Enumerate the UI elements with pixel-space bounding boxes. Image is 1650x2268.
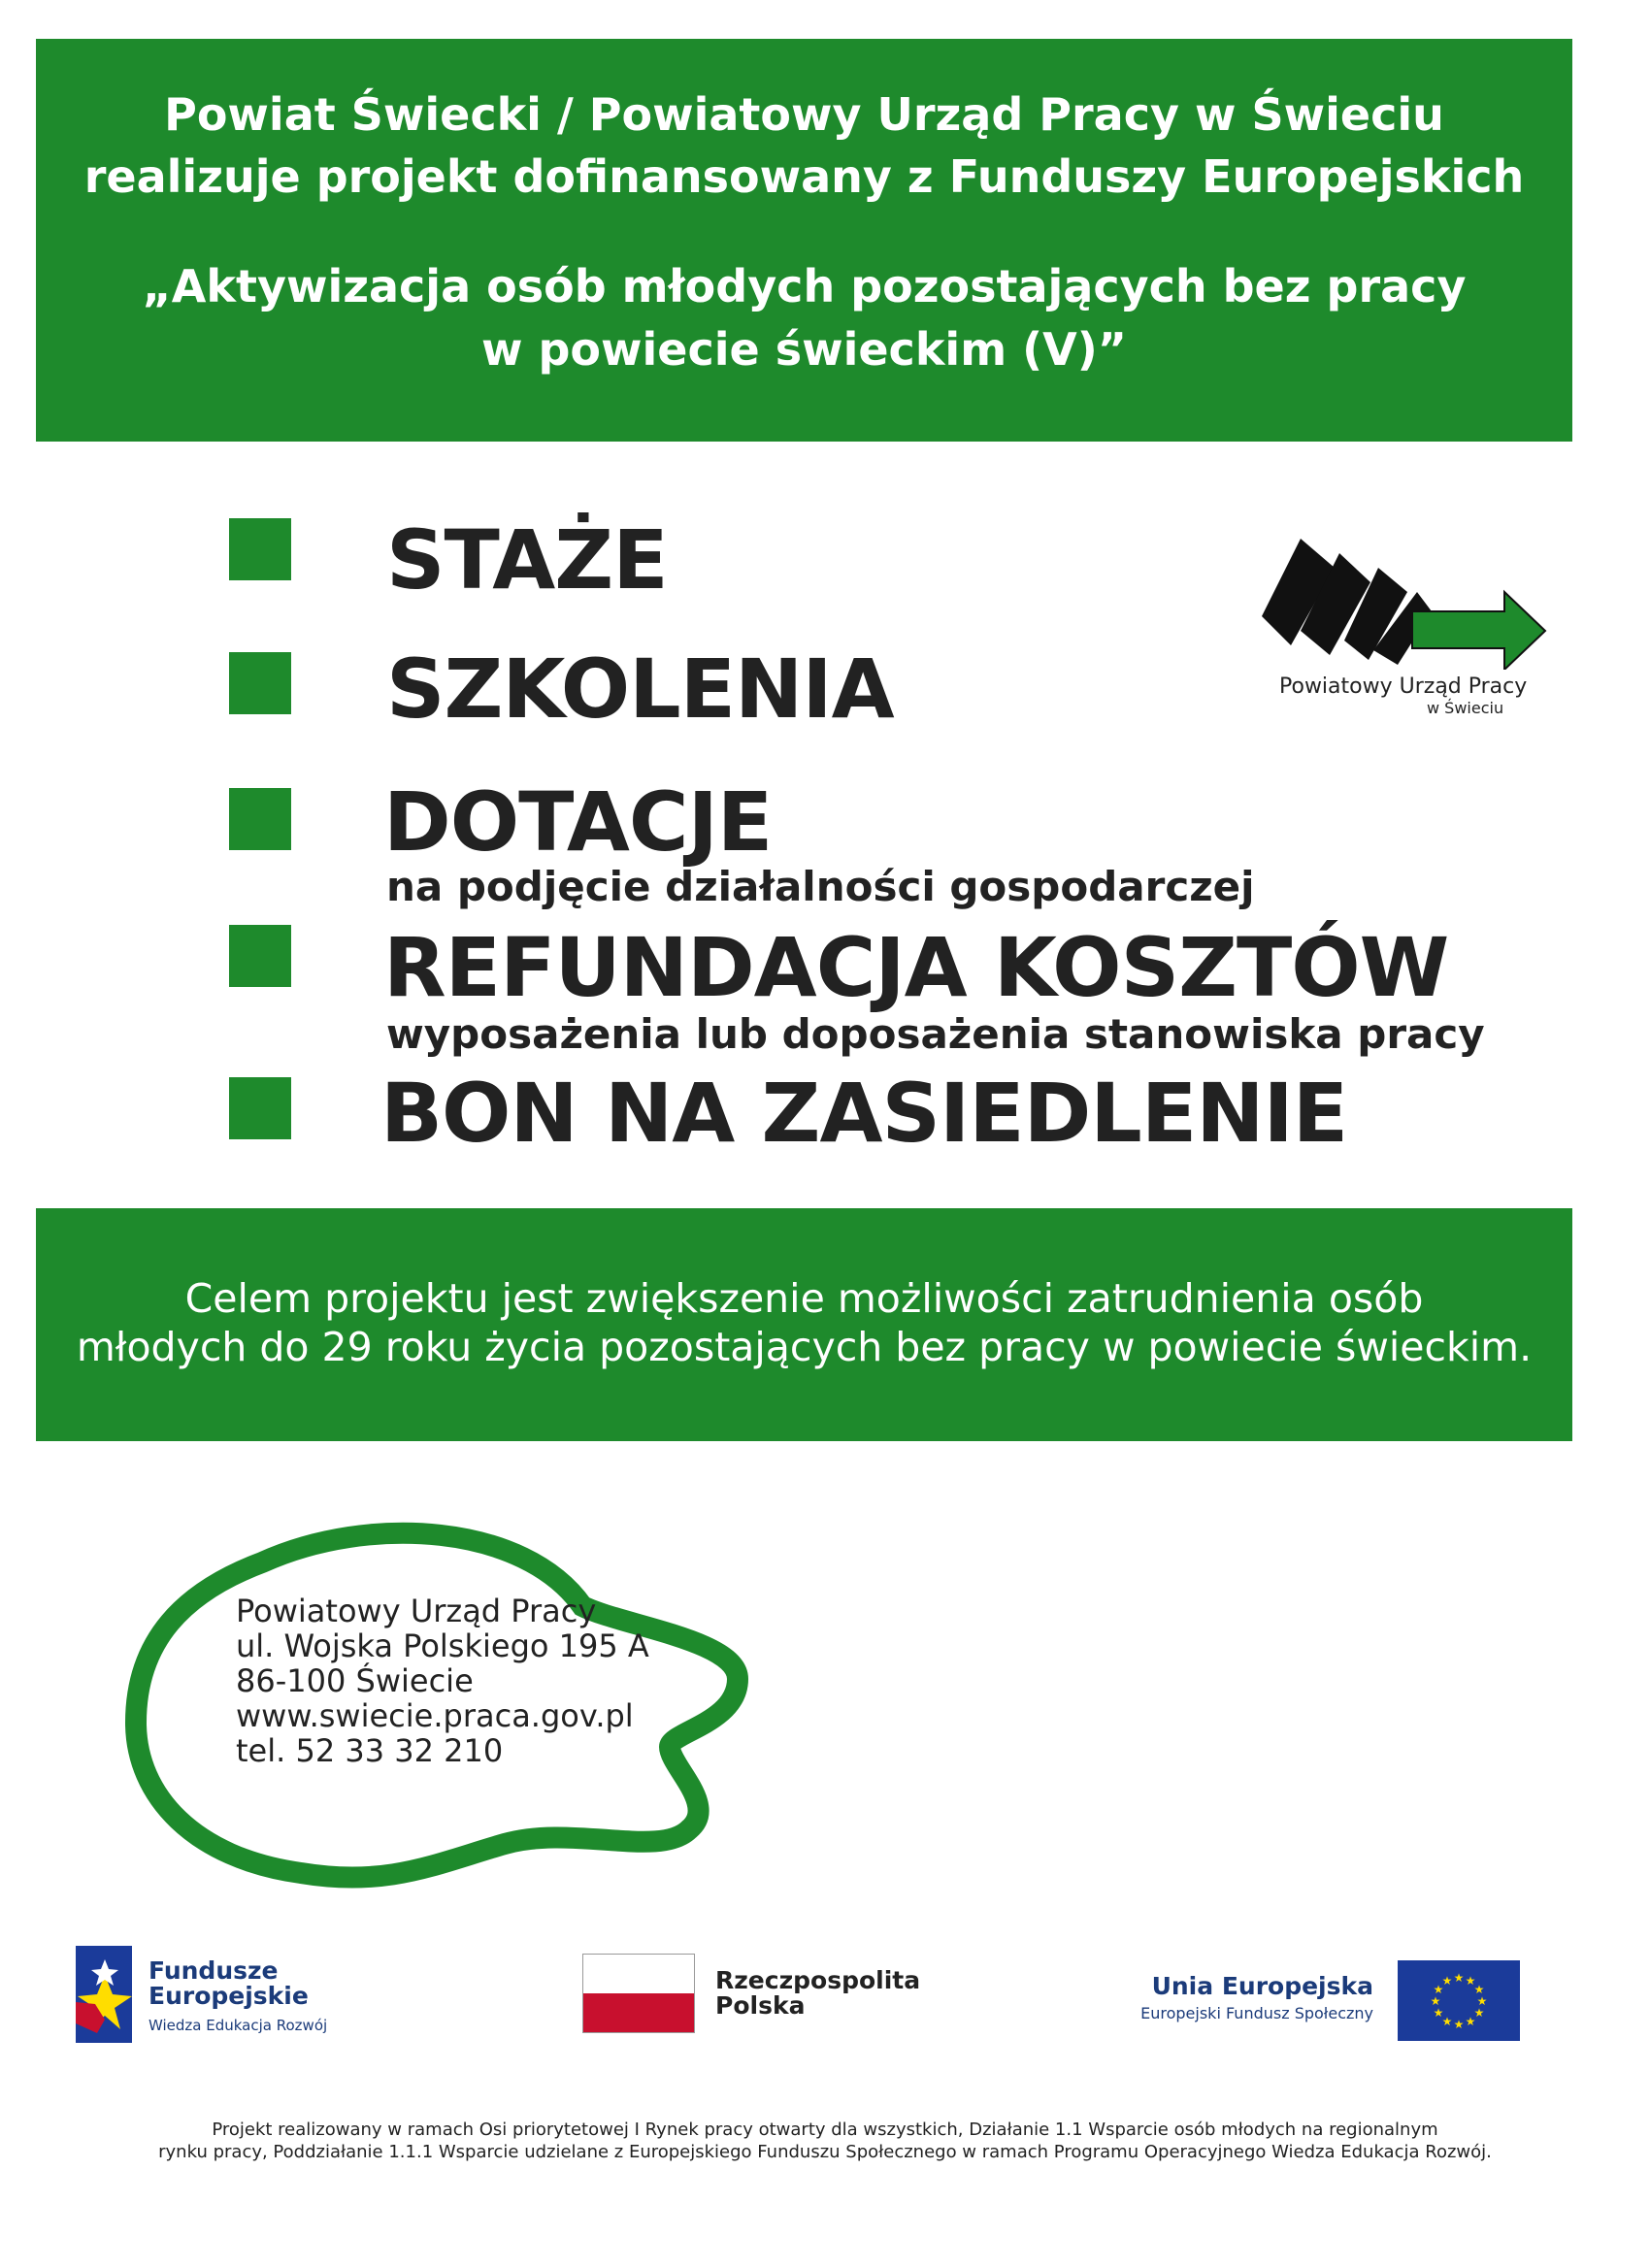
offer-bon: BON NA ZASIEDLENIE [380, 1066, 1348, 1161]
header-line-2: realizuje projekt dofinansowany z Funduszy Europejskich [83, 150, 1525, 203]
svg-text:★: ★ [1465, 1974, 1476, 1988]
contact-name: Powiatowy Urząd Pracy [236, 1593, 597, 1629]
fe-logo [76, 1946, 132, 2047]
svg-text:★: ★ [1441, 2015, 1453, 2028]
bullet-square [229, 652, 291, 714]
eu-flag-icon [1398, 1960, 1520, 2041]
header-banner [36, 39, 1572, 442]
svg-text:★: ★ [1473, 1983, 1485, 1996]
footer-note [78, 2119, 1572, 2163]
bullet-square [229, 1077, 291, 1139]
contact-phone: tel. 52 33 32 210 [236, 1732, 504, 1769]
goal-banner [36, 1208, 1572, 1441]
footer-note-line-2: rynku pracy, Poddziałanie 1.1.1 Wsparcie udzielane z Europejskiego Funduszu Społecznego w ramach Programu Operacyjnego Wiedza Edukacja Rozwój. [158, 2142, 1492, 2162]
offer-szkolenia: SZKOLENIA [386, 641, 894, 737]
contact-street: ul. Wojska Polskiego 195 A [236, 1627, 649, 1664]
rp-line-2: Polska [715, 1991, 806, 2020]
ue-subtitle: Europejski Fundusz Społeczny [1140, 2004, 1373, 2022]
project-title-line-2: w powiecie świeckim (V)” [480, 323, 1128, 376]
svg-text:★: ★ [1473, 2006, 1485, 2020]
polish-flag-icon [582, 1954, 695, 2033]
contact-website[interactable]: www.swiecie.praca.gov.pl [236, 1697, 634, 1734]
fe-line-2: Europejskie [148, 1982, 309, 2010]
goal-line-1: Celem projektu jest zwiększenie możliwości zatrudnienia osób [184, 1275, 1424, 1322]
ue-title: Unia Europejska [1151, 1972, 1373, 2000]
contact-info [236, 1594, 649, 1768]
svg-text:★: ★ [1433, 2006, 1444, 2020]
fe-star-icon [76, 1946, 132, 2043]
svg-text:★: ★ [1453, 1971, 1465, 1985]
fe-text [148, 1958, 327, 2034]
offer-dotacje: DOTACJE [383, 774, 773, 870]
svg-text:★: ★ [1430, 1994, 1441, 2008]
office-arrow-icon [1262, 534, 1563, 670]
svg-text:★: ★ [1453, 2018, 1465, 2031]
bullet-square [229, 925, 291, 987]
fe-subtitle: Wiedza Edukacja Rozwój [148, 2017, 328, 2034]
header-line-1: Powiat Świecki / Powiatowy Urząd Pracy w Świeciu [164, 88, 1444, 141]
ue-text [1087, 1972, 1373, 2022]
contact-city: 86-100 Świecie [236, 1662, 474, 1699]
project-title-line-1: „Aktywizacja osób młodych pozostających bez pracy [142, 260, 1467, 312]
footer-note-line-1: Projekt realizowany w ramach Osi priorytetowej I Rynek pracy otwarty dla wszystkich, Działanie 1.1 Wsparcie osób młodych na regionalnym [212, 2120, 1438, 2140]
bullet-square [229, 788, 291, 850]
goal-line-2: młodych do 29 roku życia pozostających bez pracy w powiecie świeckim. [76, 1324, 1533, 1370]
office-logo [1262, 534, 1563, 728]
rp-text [715, 1968, 920, 2019]
offer-dotacje-subtitle: na podjęcie działalności gospodarczej [386, 863, 1255, 910]
svg-text:★: ★ [1476, 1994, 1488, 2008]
offer-refundacja: REFUNDACJA KOSZTÓW [383, 920, 1449, 1015]
svg-text:★: ★ [1433, 1983, 1444, 1996]
fe-line-1: Fundusze [148, 1956, 279, 1985]
office-logo-name: Powiatowy Urząd Pracy [1279, 674, 1528, 699]
bullet-square [229, 518, 291, 580]
office-logo-place: w Świeciu [1427, 699, 1504, 717]
svg-text:★: ★ [1465, 2015, 1476, 2028]
svg-text:★: ★ [1441, 1974, 1453, 1988]
offer-refundacja-subtitle: wyposażenia lub doposażenia stanowiska pracy [386, 1010, 1485, 1058]
rp-line-1: Rzeczpospolita [715, 1966, 921, 1994]
offer-staze: STAŻE [386, 512, 668, 608]
